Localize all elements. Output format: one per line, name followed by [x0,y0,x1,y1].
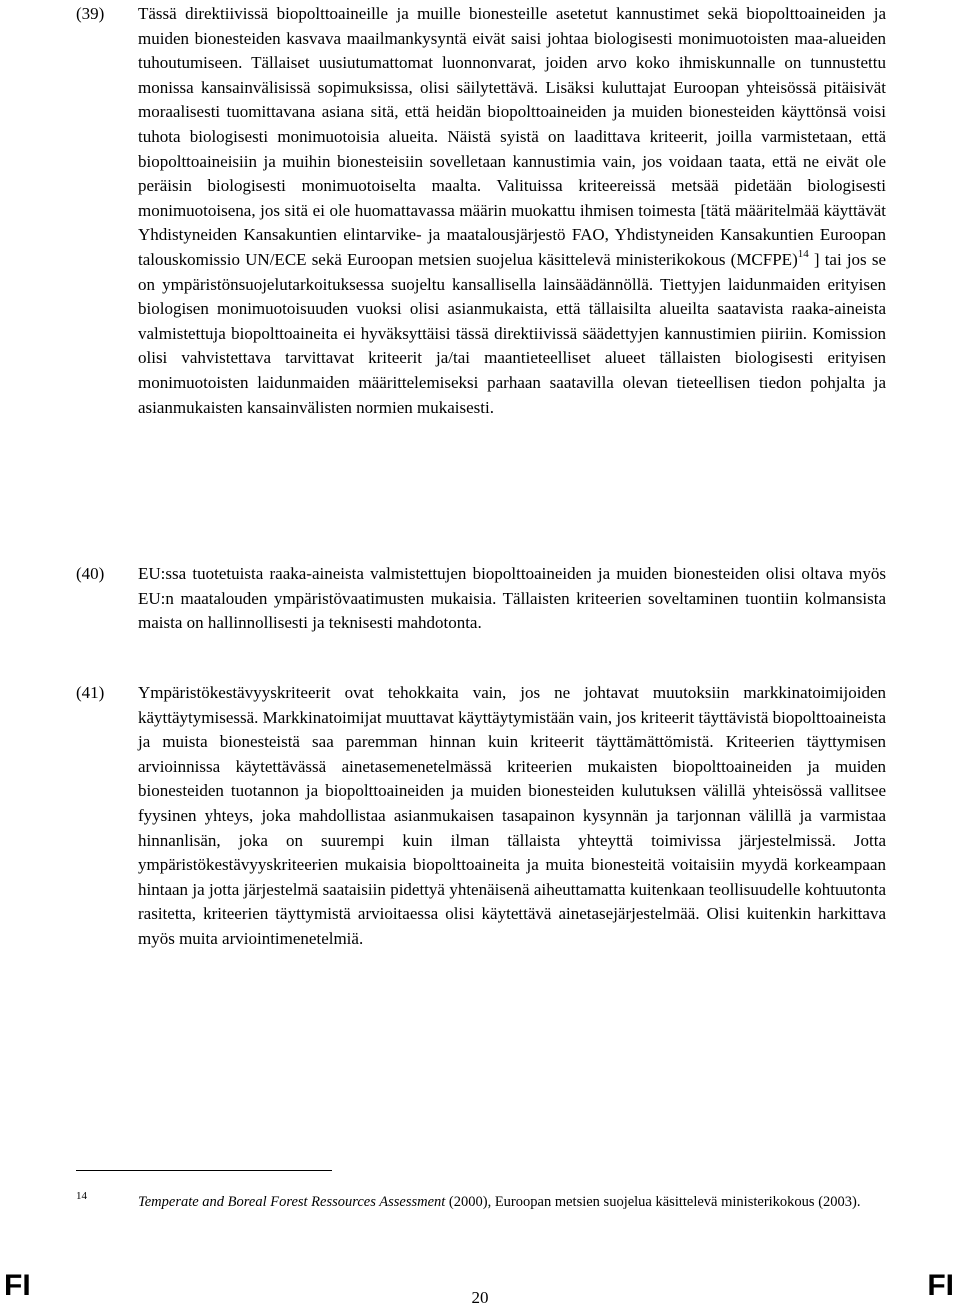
paragraph-number: (41) [76,683,105,702]
footnote-text [138,1190,886,1213]
footnote-reference: 14 [797,248,809,261]
paragraph-text-part: ] tai jos se on ympäristönsuojelutarkoituksessa suojeltu kansallisella lainsäädännöllä. Tiettyjen laidunmaiden erityisen biologisen monimuotoisuuden vuoksi olisi asianmukaista, että tällaisilta alueilta saatavista raaka-aineista valmistettuja biopolttoaineita ei hyväksyttäisi tässä direktiivissä säädettyjen kannustimien piiriin. Komission olisi vahvistettava tarvittavat kriteerit ja/tai maantieteelliset alueet tällaisten biologisesti erityisen monimuotoisten laidunmaiden määrittelemiseksi parhaan saatavilla olevan tieteellisen tiedon pohjalta ja asianmukaisten kansainvälisten normien mukaisesti. [138,249,886,417]
paragraph-41 [76,681,886,952]
page-number: 20 [471,1288,489,1307]
paragraph-number: (40) [76,564,105,583]
paragraph-number: (39) [76,4,105,23]
paragraph-text: Ympäristökestävyyskriteerit ovat tehokkaita vain, jos ne johtavat muutoksiin markkinatoimijoiden käyttäytymisessä. Markkinatoimijat muuttavat käyttäytymistään vain, jos kriteerit täyttävistä biopolttoaineista ja muista bionesteistä saa paremman hinnan kuin kriteerit täyttämättömistä. Kriteerien täyttymisen arvioinnissa käytettävässä ainetasemenetelmässä kriteerien mukaisten biopolttoaineiden ja muiden bionesteiden tuotannon ja biopolttoaineiden ja muiden bionesteiden kulutuksen välillä yhteisössä vallitsee fyysinen yhteys, joka mahdollistaa asianmukaisen tasapainon kysynnän ja tarjonnan välillä ja varmistaa hinnanlisän, joka on suurempi kuin ilman tällaista yhteyttä toimivissa järjestelmissä. Jotta ympäristökestävyyskriteerien mukaisia biopolttoaineita ja muita bionesteitä voitaisiin myydä korkeampaan hintaan ja jotta järjestelmä saataisiin pidettyä yhtenäisenä aiheuttamatta kuitenkaan teollisuudelle kohtuutonta rasitetta, kriteerien täyttymistä arvioitaessa olisi käytettävä ainetasejärjestelmää. Olisi kuitenkin harkittava myös muita arviointimenetelmiä. [138,683,886,948]
footnote-title: Temperate and Boreal Forest Ressources Assessment [138,1194,446,1210]
paragraph-text [138,2,886,420]
paragraph-40 [76,562,886,636]
paragraph-39 [76,2,886,420]
footnote [76,1190,886,1213]
footnote-number: 14 [76,1190,87,1202]
paragraph-text-part: Tässä direktiivissä biopolttoaineille ja muille bionesteille asetetut kannustimet sekä biopolttoaineiden ja muiden bionesteiden kasvava maailmankysyntä eivät saisi johtaa biologisesti monimuotoisten maa-alueiden tuhoutumiseen. Tällaiset uusiutumattomat luonnonvarat, joiden arvo koko ihmiskunnalle on tunnustettu monissa kansainvälisissä sopimuksissa, olisi säilytettävä. Lisäksi kuluttajat Euroopan yhteisössä pitäisivät moraalisesti tuomittavana asiana sitä, että heidän biopolttoaineiden ja muiden bionesteiden käyttönsä voisi tuhota biologisesti monimuotoisia alueita. Näistä syistä on laadittava kriteerit, joilla varmistetaan, että biopolttoaineisiin ja muihin bionesteisiin sovelletaan kannustimia vain, jos voidaan taata, että ne eivät ole peräisin biologisesti monimuotoiselta maalta. Valituissa kriteereissä metsää pidetään biologisesti monimuotoisena, jos sitä ei ole huomattavassa määrin muokattu ihmisen toimesta [tätä määritelmää käyttävät Yhdistyneiden Kansakuntien elintarvike- ja maatalousjärjestö FAO, Yhdistyneiden Kansakuntien Euroopan talouskomissio UN/ECE sekä Euroopan metsien suojelua käsittelevä ministerikokous (MCFPE) [138,4,886,269]
footnote-separator [76,1170,332,1171]
footnote-body: (2000), Euroopan metsien suojelua käsittelevä ministerikokous (2003). [445,1194,861,1210]
paragraph-text: EU:ssa tuotetuista raaka-aineista valmistettujen biopolttoaineiden ja muiden bionesteiden olisi oltava myös EU:n maatalouden ympäristövaatimusten mukaisia. Tällaisten kriteerien soveltaminen tuontiin kolmansista maista on hallinnollisesti ja teknisesti mahdotonta. [138,564,886,633]
footer-language-left: FI [4,1269,31,1302]
footer-language-right: FI [927,1269,954,1302]
